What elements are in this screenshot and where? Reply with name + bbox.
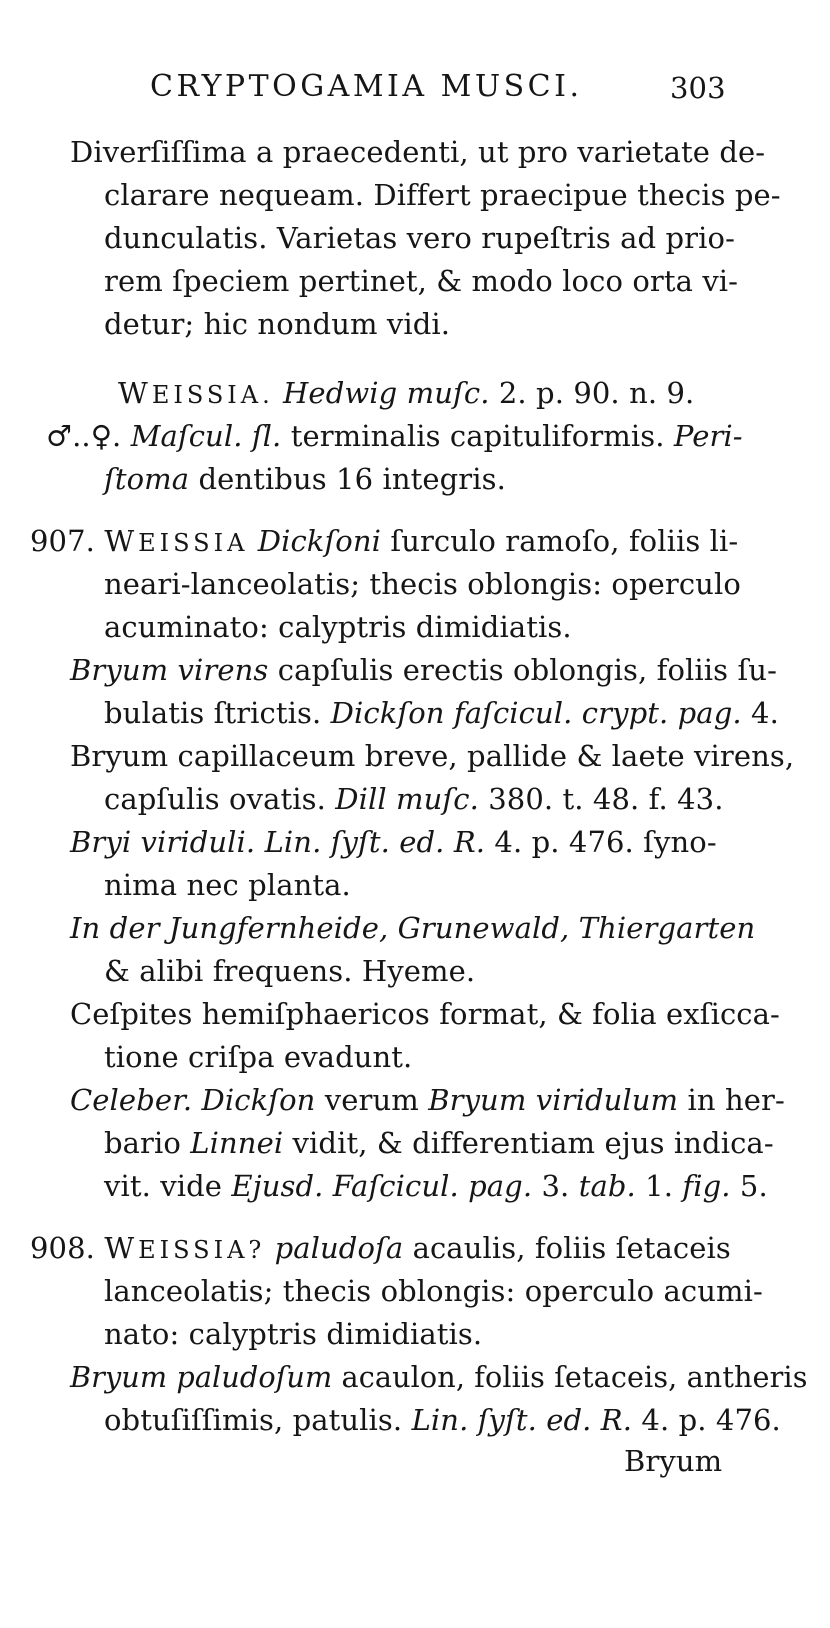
species-name: paludoſa (274, 1231, 404, 1265)
intro-line-3: dunculatis. Varietas vero rupeſtris ad prio- (104, 221, 735, 255)
synonym-2-line-2: capſulis ovatis. Dill muſc. 380. t. 48. f. 43. (104, 782, 724, 816)
note-line-2: bario Linnei vidit, & differentiam ejus indica- (104, 1126, 774, 1160)
genus-name: WEISSIA. (118, 376, 274, 410)
synonym-3-line-2: nima nec planta. (104, 868, 351, 902)
entry-908-line-1: 908. WEISSIA? paludoſa acaulis, foliis ſetaceis (30, 1231, 731, 1265)
genus-name: WEISSIA (104, 524, 249, 558)
page-number: 303 (670, 71, 726, 105)
synonym-2-line-1: Bryum capillaceum breve, pallide & laete virens, (70, 739, 795, 773)
synonym-908-line-1: Bryum paludoſum acaulon, foliis ſetaceis, antheris (70, 1360, 808, 1394)
intro-line-1: Diverſiſſima a praecedenti, ut pro varietate de- (70, 135, 766, 169)
synonym-1-line-1: Bryum virens capſulis erectis oblongis, foliis ſu- (70, 653, 777, 687)
genus-masc: Maſcul. ſl. (130, 419, 282, 453)
species-name: Dickſoni (257, 524, 382, 558)
genus-name: WEISSIA? (104, 1231, 266, 1265)
sex-symbols: ♂..♀. (46, 419, 122, 453)
genus-ref: Hedwig muſc. (283, 376, 490, 410)
locality-line-1: In der Jungfernheide, Grunewald, Thiergarten (70, 911, 756, 945)
note-line-3: vit. vide Ejusd. Faſcicul. pag. 3. tab. 1. fig. 5. (104, 1169, 768, 1203)
note-line-1: Celeber. Dickſon verum Bryum viridulum in her- (70, 1083, 785, 1117)
entry-907-line-1: 907. WEISSIA Dickſoni ſurculo ramoſo, foliis li- (30, 524, 739, 558)
genus-heading (118, 376, 695, 410)
entry-number: 907. (30, 524, 95, 558)
catchword: Bryum (624, 1444, 723, 1478)
entry-908-line-2: lanceolatis; thecis oblongis: operculo acumi- (104, 1274, 763, 1308)
genus-char-line-1: ♂..♀. Maſcul. ſl. terminalis capituliformis. Peri- (46, 419, 743, 453)
running-head: CRYPTOGAMIA MUSCI. (150, 69, 583, 104)
intro-line-4: rem ſpeciem pertinet, & modo loco orta vi- (104, 264, 739, 298)
observation-line-1: Ceſpites hemiſphaericos format, & folia exſicca- (70, 997, 780, 1031)
synonym-3-line-1: Bryi viriduli. Lin. ſyſt. ed. R. 4. p. 476. ſyno- (70, 825, 717, 859)
entry-907-line-2: neari-lanceolatis; thecis oblongis: operculo (104, 567, 741, 601)
entry-908-line-3: nato: calyptris dimidiatis. (104, 1317, 483, 1351)
observation-line-2: tione criſpa evadunt. (104, 1040, 413, 1074)
intro-line-5: detur; hic nondum vidi. (104, 307, 451, 341)
entry-number: 908. (30, 1231, 95, 1265)
genus-char-line-2: ſtoma dentibus 16 integris. (104, 462, 506, 496)
locality-line-2: & alibi frequens. Hyeme. (104, 954, 476, 988)
intro-line-2: clarare nequeam. Differt praecipue thecis pe- (104, 178, 781, 212)
genus-ref-num: 2. p. 90. n. 9. (498, 376, 695, 410)
synonym-1-line-2: bulatis ſtrictis. Dickſon faſcicul. crypt. pag. 4. (104, 696, 779, 730)
entry-907-line-3: acuminato: calyptris dimidiatis. (104, 610, 572, 644)
synonym-908-line-2: obtuſiſſimis, patulis. Lin. ſyſt. ed. R. 4. p. 476. (104, 1403, 781, 1437)
